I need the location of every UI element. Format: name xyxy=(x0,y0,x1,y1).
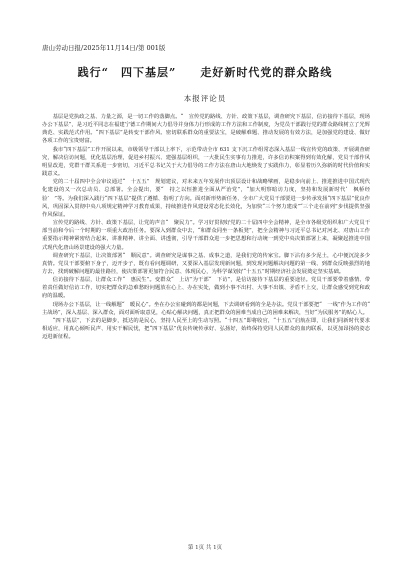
article-paragraph: 调查研究下基层，让决策部署“ 顺民意”。调查研究是谋事之基、成事之道，是我们党的传家宝。脚下沾有多少泥土，心中便沉淀多少真情。党员干部要俯下身子，迈开步子，既有看问题调研，又要深入基层发现新问题，到发现问题解决问题的第一线、到群众反映强烈的地方去，找到破解问题的最佳路径，使决策部署更加符合民意、体现民心，为科学谋划好“十五五”时期经济社会发展奠定坚实基础。 xyxy=(42,252,370,275)
article-title: 践行“ 四下基层” 走好新时代党的群众路线 xyxy=(77,66,333,79)
article-body xyxy=(42,113,376,341)
article-paragraph: 我市“四下基层”工作开展以来，市级领导干部以上率下，示范带动全市 631 支下沉工作组常态深入基层一线宣传党的政策、开展调查研究，解决信访问题，优化基层治理，促进乡村振兴、建强基层组织，一大批民生实事有力推进，许多信访积案得到有效化解，党员干部作风明显改进，党群干群关系进一步密切，习近平总书记关于大力倡导的工作方法在唐山大地焕发了实践伟力，彰显着历久弥新的时代价值和实践意义。 xyxy=(42,146,370,178)
article-paragraph: 党的二十届四中全会审议通过“ 十五五” 规划建议，对未来五年发展作出顶层设计和战略擘画，是稳步向前上、推进推进中国式现代化建设的又一次总动员、总部署。全会提出，要“ 持之以恒推进全面从严治党”，“加大明察暗访力度，坚持和发展新时代‘ 枫桥经验’ ”等。为我们深入践行“四下基层”提供了遵循、指明了方向。面对新形势新任务，全市广大党员干部要进一步传承发扬“四下基层”优良作风，巩固深入贯彻中央八项规定精神学习教育成果，持续推进作风建设常态化长效化，为加快“三个努力建成”“三个走在前列”步伐提供坚强作风保证。 xyxy=(42,179,370,218)
article-paragraph: 宣传党的路线、方针、政策下基层，让党的声音“ 聚民力”。学习好贯彻好党的二十届四中全会精神，是全市各级党组织和广大党员干部当前和今后一个时期的一项重大政治任务。要深入到群众中去，“和群众同坐一条板凳”，把全会精神与习近平总书记对河北、对唐山工作重要指示精神紧密结合起来，讲准精神、讲全面、讲透彻，引导干部群众进一步把思想和行动统一到党中央决策部署上来，凝聚起推进中国式现代化唐山场景建设的强大力量。 xyxy=(42,220,370,251)
article-paragraph: 信访接待下基层，让群众工作“ 惠民生”。变群众“ 上访”为干部“ 下访”，是信访接待下基层的重要途径。党员干部要带着感情、带着责任做好信访工作，切实把群众的急难愁盼问题放在心上、办在实处，做到小事不出村、大事不出镇、矛盾不上交，让群众感受到党和政府的温暖。 xyxy=(42,277,370,300)
article-paragraph: “四下基层”，下去的是脚步，抵达的是民心，坚持人民至上的生动写照。“十四五”即将收官，“十五五”启航在即，让我们同新时代要求相适应，用真心倾听民声、用实干解民忧，把“四下基层”优良传统传承好、弘扬好，始终保持党同人民群众的血肉联系，以更加昂扬的姿态迈进新征程。 xyxy=(42,317,370,341)
article-paragraph: 基层是党执政之基、力量之源，是一切工作的落脚点。“ 宣传党的路线、方针、政策下基层，调查研究下基层，信访接待下基层，现场办公下基层”，是习近平同志在福建宁德工作期间大力倡导并身体力行形成的工作方法和工作制度，为党员干部践行党的群众路线树立了光辉典范、实践范式作用。“四下基层”是转变干部作风、密切联系群众的重要法宝，是破解难题、推动发展的有效方法，是加强党的建设、做好各项工作的宝贵财富。 xyxy=(42,114,370,145)
newspaper-source-line: 唐山劳动日报/2025年11月14日/第 001版 xyxy=(42,44,166,52)
article-paragraph: 现场办公下基层，让一线解题“ 暖民心”。坐在办公室碰到的都是问题，下去调研看到的全是办法。党员干部要把“ 一线”作为工作的“ 主战场”，深入基层、深入群众，面对面听取意见，心贴心解决问题，真正把群众的困难当成自己的困难来解决，当好“为民服务”的贴心人。 xyxy=(42,301,376,316)
page-indicator: 第 1页 共 1页 xyxy=(187,545,223,551)
article-byline: 本报评论员 xyxy=(183,94,227,103)
